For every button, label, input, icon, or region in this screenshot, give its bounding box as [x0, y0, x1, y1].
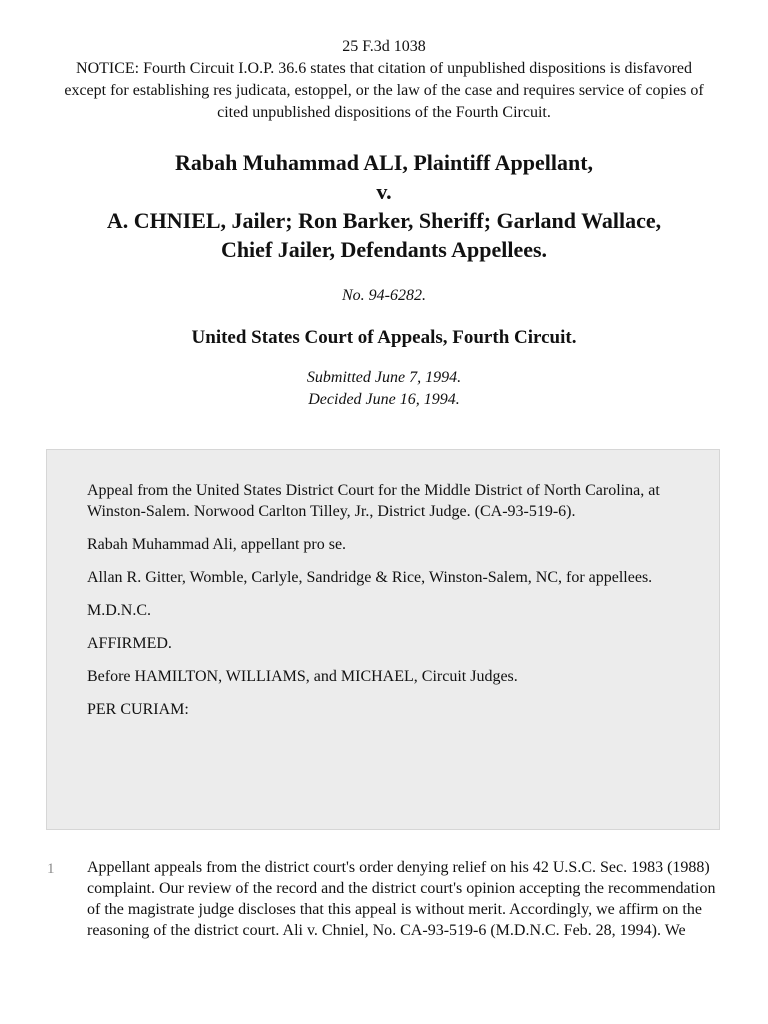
- paragraph-number: 1: [47, 861, 55, 877]
- panel-judges: Before HAMILTON, WILLIAMS, and MICHAEL, Circuit Judges.: [87, 668, 518, 685]
- appeal-from-text: Appeal from the United States District Court for the Middle District of North Carolina, at Winston-Salem. Norwood Carlton Tilley, Jr., District Judge. (CA-93-519-6).: [87, 482, 660, 520]
- per-curiam-label: PER CURIAM:: [87, 701, 189, 718]
- versus-line: v.: [376, 179, 392, 204]
- plaintiff-line: Rabah Muhammad ALI, Plaintiff Appellant,: [174, 150, 594, 175]
- unpublished-notice: NOTICE: Fourth Circuit I.O.P. 36.6 states that citation of unpublished dispositions is disfavored except for establishing res judicata, estoppel, or the law of the case and requires service of copies of cited unpublished dispositions of the Fourth Circuit.: [64, 60, 704, 121]
- defendants-line-2: Chief Jailer, Defendants Appellees.: [220, 237, 548, 262]
- document-header: [0, 0, 768, 124]
- decided-date: Decided June 16, 1994.: [308, 391, 460, 408]
- appellee-counsel: Allan R. Gitter, Womble, Carlyle, Sandridge & Rice, Winston-Salem, NC, for appellees.: [87, 569, 653, 586]
- disposition: AFFIRMED.: [87, 635, 172, 652]
- district-abbrev: M.D.N.C.: [87, 602, 152, 619]
- docket-number: No. 94-6282.: [342, 287, 426, 304]
- case-summary-box: [46, 449, 720, 830]
- court-name: United States Court of Appeals, Fourth Circuit.: [191, 327, 577, 348]
- submitted-date: Submitted June 7, 1994.: [306, 369, 462, 386]
- appellant-counsel: Rabah Muhammad Ali, appellant pro se.: [87, 536, 347, 553]
- case-caption: [34, 148, 734, 264]
- decision-dates: [0, 367, 768, 411]
- paragraph-text: Appellant appeals from the district court's order denying relief on his 42 U.S.C. Sec. 1983 (1988) complaint. Our review of the record and the district court's opinion accepting the recommendation of the magistrate judge discloses that this appeal is without merit. Accordingly, we affirm on the reasoning of the district court. Ali v. Chniel, No. CA-93-519-6 (M.D.N.C. Feb. 28, 1994). We: [87, 859, 716, 939]
- defendants-line-1: A. CHNIEL, Jailer; Ron Barker, Sheriff; Garland Wallace,: [106, 208, 662, 233]
- reporter-citation: 25 F.3d 1038: [342, 38, 426, 55]
